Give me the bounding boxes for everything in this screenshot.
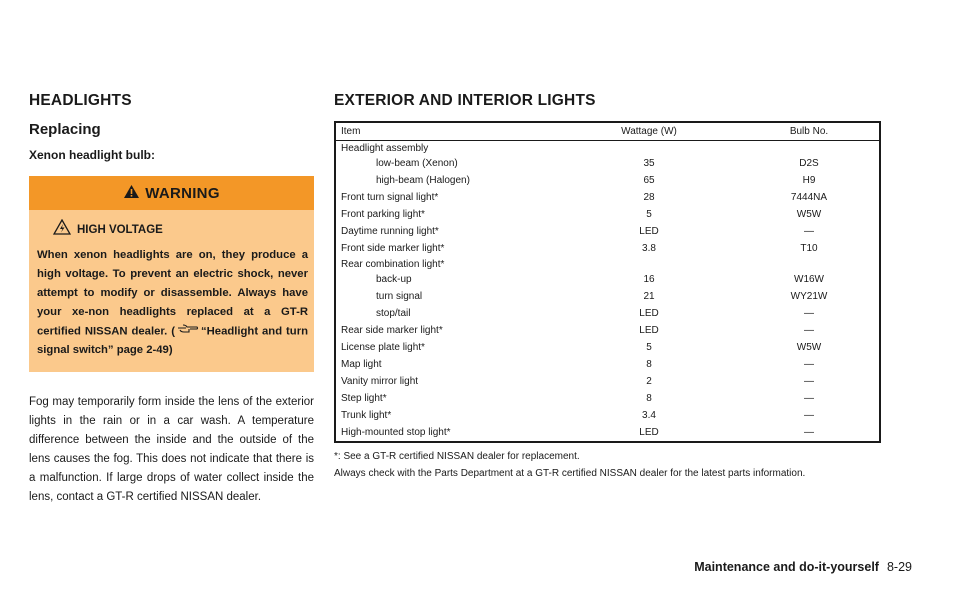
fog-paragraph: Fog may temporarily form inside the lens of the exterior lights in the rain or in a car wash. A temperature difference between the inside and the outside of the lens causes the fog. This does not indicate that there is a malfunction. If large drops of water collect inside the lens, contact a GT-R certified NISSAN dealer. xyxy=(29,396,314,504)
hazard-title: HIGH VOLTAGE xyxy=(77,223,163,236)
cell-watt: LED xyxy=(639,427,659,438)
table-row xyxy=(335,189,880,206)
table-row xyxy=(335,288,880,305)
page-footer xyxy=(694,560,912,574)
cell-bulb: — xyxy=(804,410,814,421)
parts-note: Always check with the Parts Department at a GT-R certified NISSAN dealer for the latest parts information. xyxy=(334,468,806,479)
table-row xyxy=(335,141,880,156)
cell-bulb: — xyxy=(804,359,814,370)
cell-bulb: WY21W xyxy=(790,291,828,302)
left-column xyxy=(29,92,314,519)
cell-bulb: T10 xyxy=(800,243,818,254)
cell-watt: LED xyxy=(639,308,659,319)
pointing-hand-icon xyxy=(177,322,199,341)
section-heading: HEADLIGHTS xyxy=(29,92,132,109)
warning-body xyxy=(29,210,314,372)
cell-item: License plate light* xyxy=(341,342,425,353)
lights-table xyxy=(334,121,881,443)
cell-watt: 35 xyxy=(643,158,655,169)
cell-watt: 65 xyxy=(643,175,655,186)
table-row xyxy=(335,424,880,442)
cell-watt xyxy=(559,141,739,156)
cell-item: Rear side marker light* xyxy=(341,325,443,336)
cell-item: Daytime running light* xyxy=(341,226,439,237)
cell-watt: 28 xyxy=(643,192,655,203)
footer-section: Maintenance and do-it-yourself xyxy=(694,560,879,574)
right-column xyxy=(334,92,882,479)
cell-bulb: — xyxy=(804,325,814,336)
cell-bulb: H9 xyxy=(802,175,816,186)
cell-watt: 8 xyxy=(646,393,652,404)
cell-bulb: — xyxy=(804,308,814,319)
table-row xyxy=(335,339,880,356)
cell-item: Front parking light* xyxy=(341,209,425,220)
hazard-row xyxy=(37,219,308,240)
warning-box xyxy=(29,176,314,372)
table-row xyxy=(335,206,880,223)
cell-watt: 16 xyxy=(643,274,655,285)
table-row xyxy=(335,271,880,288)
footnote: *: See a GT-R certified NISSAN dealer for replacement. xyxy=(334,451,580,462)
cell-item: Front side marker light* xyxy=(341,243,445,254)
cell-item: Front turn signal light* xyxy=(341,192,439,203)
cell-watt: 3.4 xyxy=(642,410,656,421)
cell-bulb: 7444NA xyxy=(790,192,828,203)
cell-item: Vanity mirror light xyxy=(341,376,419,387)
reference-open: ( xyxy=(171,325,175,338)
cell-bulb xyxy=(739,257,880,271)
table-row xyxy=(335,240,880,257)
high-voltage-icon xyxy=(53,219,71,240)
table-row xyxy=(335,172,880,189)
cell-item: Trunk light* xyxy=(341,410,392,421)
cell-watt: LED xyxy=(639,325,659,336)
warning-paragraph: When xenon headlights are on, they produce a high voltage. To prevent an electric shock, never attempt to modify or disassemble. Always have your xe-non headlights replaced at a GT-R certified NISSAN dealer. xyxy=(37,249,308,338)
cell-bulb: — xyxy=(804,376,814,387)
cell-item: turn signal xyxy=(376,291,423,302)
cell-item: high-beam (Halogen) xyxy=(376,175,470,186)
cell-item: back-up xyxy=(376,274,412,285)
warning-triangle-icon xyxy=(123,184,140,203)
table-row xyxy=(335,257,880,271)
cell-item: Headlight assembly xyxy=(341,142,429,154)
cell-bulb xyxy=(739,141,880,156)
table-row xyxy=(335,373,880,390)
cell-bulb: W16W xyxy=(794,274,824,285)
table-row xyxy=(335,305,880,322)
cell-bulb: D2S xyxy=(799,158,819,169)
cell-item: Rear combination light* xyxy=(341,258,445,270)
table-row xyxy=(335,407,880,424)
cell-watt: 3.8 xyxy=(642,243,656,254)
warning-header xyxy=(29,176,314,210)
table-row xyxy=(335,223,880,240)
table-row xyxy=(335,356,880,373)
subsection-heading: Replacing xyxy=(29,121,101,138)
table-row xyxy=(335,390,880,407)
warning-text xyxy=(37,246,308,360)
table-row xyxy=(335,155,880,172)
warning-label: WARNING xyxy=(145,184,220,202)
cell-item: low-beam (Xenon) xyxy=(376,158,458,169)
cell-bulb: — xyxy=(804,393,814,404)
header-item: Item xyxy=(335,122,559,141)
cell-watt xyxy=(559,257,739,271)
cell-watt: 2 xyxy=(646,376,652,387)
cell-item: High-mounted stop light* xyxy=(341,427,451,438)
cell-item: Step light* xyxy=(341,393,387,404)
header-bulb: Bulb No. xyxy=(739,122,880,141)
cell-bulb: W5W xyxy=(796,209,822,220)
header-wattage: Wattage (W) xyxy=(559,122,739,141)
cell-bulb: — xyxy=(804,226,814,237)
reference-link[interactable]: “Headlight and turn signal switch” page 2-49) xyxy=(37,325,308,357)
cell-watt: 8 xyxy=(646,359,652,370)
table-body xyxy=(335,141,880,443)
table-row xyxy=(335,322,880,339)
cell-bulb: W5W xyxy=(796,342,822,353)
cell-item: stop/tail xyxy=(376,308,411,319)
cell-watt: LED xyxy=(639,226,659,237)
cell-watt: 21 xyxy=(643,291,655,302)
topic-heading: Xenon headlight bulb: xyxy=(29,148,155,162)
cell-watt: 5 xyxy=(646,342,652,353)
cell-item: Map light xyxy=(341,359,382,370)
page-number: 8-29 xyxy=(886,560,912,574)
cell-watt: 5 xyxy=(646,209,652,220)
table-header-row xyxy=(335,122,880,141)
lights-heading: EXTERIOR AND INTERIOR LIGHTS xyxy=(334,92,596,109)
cell-bulb: — xyxy=(804,427,814,438)
